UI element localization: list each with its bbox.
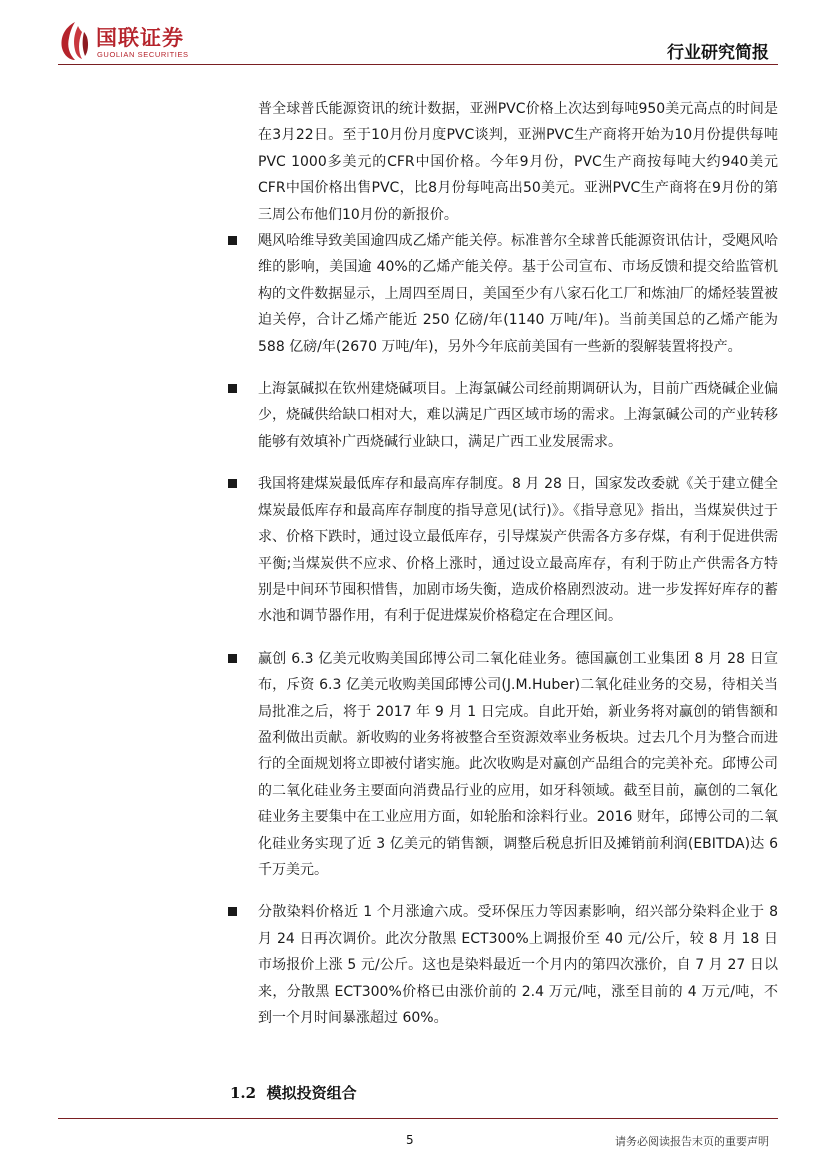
section-title: 模拟投资组合 bbox=[266, 1084, 357, 1102]
logo-subtext: GUOLIAN SECURITIES bbox=[97, 50, 189, 59]
section-number: 1.2 bbox=[230, 1084, 257, 1102]
company-logo bbox=[58, 20, 218, 64]
news-item bbox=[258, 646, 778, 884]
document-type: 行业研究简报 bbox=[667, 43, 769, 63]
square-bullet-icon bbox=[228, 479, 237, 488]
footer-disclaimer: 请务必阅读报告末页的重要声明 bbox=[615, 1135, 769, 1148]
news-item-text: 赢创 6.3 亿美元收购美国邱博公司二氧化硅业务。德国赢创工业集团 8 月 28 日宣布，斥资 6.3 亿美元收购美国邱博公司(J.M.Huber)二氧化硅业务的交易，待相关当局批准之后，将于 2017 年 9 月 1 日完成。自此开始，新业务将对赢创的销售额和盈利做出贡献。新收购的业务将被整合至资源效率业务板块。过去几个月为整合而进行的全面规划将立即被付诸实施。此次收购是对赢创产品组合的完美补充。邱博公司的二氧化硅业务主要面向消费品行业的应用，如牙科领域。截至目前，赢创的二氧化硅业务主要集中在工业应用方面，如轮胎和涂料行业。2016 财年，邱博公司的二氧化硅业务实现了近 3 亿美元的销售额，调整后税息折旧及摊销前利润(EBITDA)达 6 千万美元。 bbox=[258, 650, 778, 878]
news-item bbox=[258, 228, 778, 360]
footer-divider bbox=[58, 1118, 778, 1119]
square-bullet-icon bbox=[228, 236, 237, 245]
news-item-text: 飓风哈维导致美国逾四成乙烯产能关停。标准普尔全球普氏能源资讯估计，受飓风哈维的影响，美国逾 40%的乙烯产能关停。基于公司宣布、市场反馈和提交给监管机构的文件数据显示，上周四至周日，美国至少有八家石化工厂和炼油厂的烯烃装置被迫关停，合计乙烯产能近 250 亿磅/年(1140 万吨/年)。当前美国总的乙烯产能为 588 亿磅/年(2670 万吨/年)，另外今年底前美国有一些新的裂解装置将投产。 bbox=[258, 233, 778, 355]
section-heading bbox=[230, 1082, 357, 1103]
page-number: 5 bbox=[406, 1133, 414, 1147]
news-item-text: 我国将建煤炭最低库存和最高库存制度。8 月 28 日，国家发改委就《关于建立健全煤炭最低库存和最高库存制度的指导意见(试行)》。《指导意见》指出，当煤炭供过于求、价格下跌时，通过设立最低库存，引导煤炭产供需各方多存煤，有利于促进供需平衡;当煤炭供不应求、价格上涨时，通过设立最高库存，有利于防止产供需各方特别是中间环节囤积惜售，加剧市场失衡，造成价格剧烈波动。进一步发挥好库存的蓄水池和调节器作用，有利于促进煤炭价格稳定在合理区间。 bbox=[258, 476, 778, 625]
main-content bbox=[258, 96, 778, 1031]
news-item-text: 分散染料价格近 1 个月涨逾六成。受环保压力等因素影响，绍兴部分染料企业于 8 月 24 日再次调价。此次分散黑 ECT300%上调报价至 40 元/公斤，较 8 月 18 日市场报价上涨 5 元/公斤。这也是染料最近一个月内的第四次涨价，自 7 月 27 日以来，分散黑 ECT300%价格已由涨价前的 2.4 万元/吨，涨至目前的 4 万元/吨，不到一个月时间暴涨超过 60%。 bbox=[258, 904, 778, 1026]
square-bullet-icon bbox=[228, 907, 237, 916]
news-item bbox=[258, 899, 778, 1031]
news-item bbox=[258, 376, 778, 455]
square-bullet-icon bbox=[228, 384, 237, 393]
news-item-text: 上海氯碱拟在钦州建烧碱项目。上海氯碱公司经前期调研认为，目前广西烧碱企业偏少，烧碱供给缺口相对大，难以满足广西区域市场的需求。上海氯碱公司的产业转移能够有效填补广西烧碱行业缺口，满足广西工业发展需求。 bbox=[258, 381, 778, 450]
logo-mark-icon bbox=[58, 20, 92, 62]
logo-text: 国联证券 bbox=[96, 26, 184, 50]
news-item bbox=[258, 471, 778, 629]
page-header bbox=[0, 0, 827, 72]
header-divider bbox=[58, 64, 778, 65]
square-bullet-icon bbox=[228, 654, 237, 663]
continuation-paragraph: 普全球普氏能源资讯的统计数据，亚洲PVC价格上次达到每吨950美元高点的时间是在3月22日。至于10月份月度PVC谈判，亚洲PVC生产商将开始为10月份提供每吨PVC 1000多美元的CFR中国价格。今年9月份，PVC生产商按每吨大约940美元CFR中国价格出售PVC，比8月份每吨高出50美元。亚洲PVC生产商将在9月份的第三周公布他们10月份的新报价。 bbox=[258, 101, 778, 223]
